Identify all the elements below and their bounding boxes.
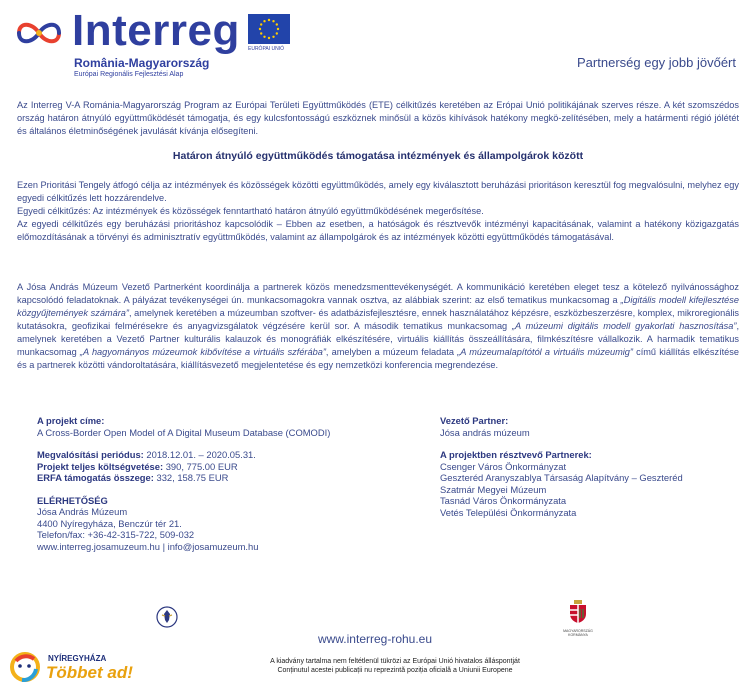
program-name: România-Magyarország <box>74 56 210 70</box>
priority-paragraph <box>17 179 739 244</box>
project-title-value: A Cross-Border Open Model of A Digital Museum Database (COMODI) <box>37 426 331 438</box>
interreg-logo-icon <box>16 18 62 48</box>
hungarian-seal-text: MAGYARORSZÁG KORMÁNYA <box>563 629 593 637</box>
nyiregyhaza-logo <box>8 651 138 687</box>
contact-links[interactable]: www.interreg.josamuzeum.hu | info@josamuzeum.hu <box>37 540 259 552</box>
partners-info <box>440 415 740 518</box>
lead-partner-label: Vezető Partner: <box>440 415 509 426</box>
eu-label: EURÓPAI UNIÓ <box>248 46 285 52</box>
partners-label: A projektben résztvevő Partnerek: <box>440 449 592 460</box>
slogan: Partnerség egy jobb jövőért <box>577 55 736 70</box>
section-heading: Határon átnyúló együttműködés támogatása intézmények és állampolgárok között <box>172 150 584 162</box>
priority-text-3: Az egyedi célkitűzés egy beruházási prioritáshoz kapcsolódik – Ebben az esetben, a hatóságok és résztvevők intézményi kapacitásának, valamint a hatékony közigazgatás előmozdításának a törvényi és adminisztratív együttműködés, valamint az állampolgárok és az intézmények közötti együttműködés támogatásával. <box>17 219 739 242</box>
city-name: NYÍREGYHÁZA <box>48 654 107 663</box>
header <box>0 0 750 85</box>
contact-line: Jósa András Múzeum <box>37 506 128 517</box>
museum-paragraph: A Jósa András Múzeum Vezető Partnerként koordinálja a partnerek közös menedzsmenttevékenységét. A kommunikáció keretében eleget tesz a kötelező nyilvánossághoz kapcsolódó feladatoknak. A pályázat tevékenységei ún. munkacsomagokra vannak osztva, az alábbiak szerint: az első tematikus munkacsomag a „Digitális modell kifejlesztése közgyűjtemények számára”, amelynek keretében a múzeumban szoftver- és adatbázisfejlesztésre, ennek használatához képzésre, eszközbeszerzésre, komplex, mikroregionális kutatásokra, geofizikai felmérésekre és anyagvizsgálatok végzésére kerül sor. A második tematikus munkacsomag „A múzeumi digitális modell gyakorlati hasznosítása”, amelynek keretében a Vezető Partner kulturális kalauzok és monográfiák elkészítésére, virtuális kiállítás összeállítására, filmkészítésre vállalkozik. A harmadik tematikus munkacsomag „A hagyományos múzeumok kibővítése a virtuális szférába”, amelyben a múzeum feladata „A múzeumalapítótól a virtuális múzeumig” című kiállítás elkészítése és a partnerek közötti vándoroltatására, kiállításvezető megjelentetése és egy nemzetközi konferencia megrendezése. <box>17 282 740 370</box>
priority-text-2: Egyedi célkitűzés: Az intézmények és közösségek fenntartható határon átnyúló együttműködésének megerősítése. <box>17 206 484 216</box>
partner-item: Csenger Város Önkormányzat <box>440 460 567 472</box>
budget-row: Projekt teljes költségvetése: 390, 775.00 EUR <box>37 460 238 472</box>
partner-item: Vetés Települési Önkormányzata <box>440 506 577 518</box>
website-link[interactable]: www.interreg-rohu.eu <box>317 632 433 646</box>
intro-paragraph: Az Interreg V-A Románia-Magyarország Program az Európai Területi Együttműködés (ETE) célkitűzés keretében az Erópai Unió politikájának szerves része. A két szomszédos ország határon átnyúló együttműködését támogatja, és egy kulcsfontosságú eszköznek minősül a közös kihívások hatékony megkö-zelítésében, mely a határmenti régió jólétét és általános életminőségének javulását kívánja elősegíteni. <box>17 100 739 136</box>
nyiregyhaza-mark-icon <box>8 651 44 685</box>
project-title-label: A projekt címe: <box>37 415 105 426</box>
romanian-coat-of-arms-icon <box>156 605 178 629</box>
disclaimer <box>200 657 590 675</box>
fund-name: Európai Regionális Fejlesztési Alap <box>74 71 184 78</box>
project-info <box>37 415 377 552</box>
erfa-row: ERFA támogatás összege: 332, 158.75 EUR <box>37 472 229 483</box>
partner-item: Tasnád Város Önkormányzata <box>440 495 567 506</box>
interreg-wordmark: Interreg <box>72 6 240 55</box>
priority-text-1: Ezen Prioritási Tengely átfogó célja az intézmények és közösségek közötti együttműködés, amely egy kiválasztott beruházási prioritáson keresztül fog megvalósulni, melyhez egy egyedi célkitűzés lett hozzárendelve. <box>17 180 739 203</box>
contact-line: 4400 Nyíregyháza, Benczúr tér 21. <box>37 517 182 529</box>
disclaimer-ro: Conținutul acestei publicații nu reprezintă poziția oficială a Uniunii Europene <box>277 667 513 674</box>
contact-label: ELÉRHETŐSÉG <box>37 494 108 506</box>
hungarian-coat-of-arms-icon <box>568 600 588 624</box>
city-slogan: Többet ad! <box>46 663 133 682</box>
lead-partner-value: Jósa andrás múzeum <box>440 426 530 438</box>
disclaimer-hu: A kiadvány tartalma nem feltétlenül tükrözi az Európai Unió hivatalos álláspontját <box>270 658 520 665</box>
partner-item: Szatmár Megyei Múzeum <box>440 483 547 495</box>
eu-flag-icon <box>248 14 290 44</box>
period-row: Megvalósítási periódus: 2018.12.01. – 2020.05.31. <box>37 449 256 460</box>
contact-line: Telefon/fax: +36-42-315-722, 509-032 <box>37 529 195 540</box>
partner-item: Geszteréd Aranyszablya Társaság Alapítvány – Geszteréd <box>440 472 683 483</box>
